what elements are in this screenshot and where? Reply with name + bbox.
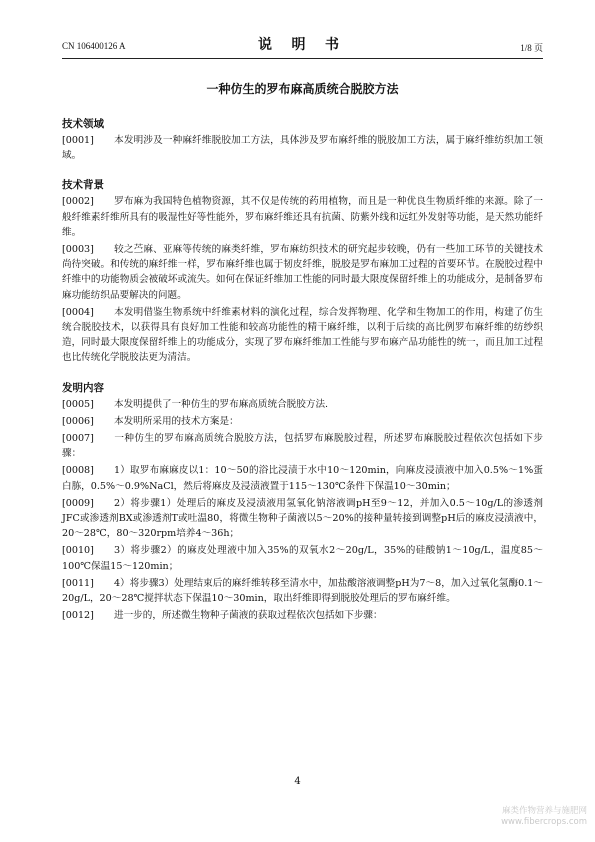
watermark-url: www.fibercrops.com	[501, 817, 587, 827]
paragraph	[62, 608, 543, 623]
section-heading-invention: 发明内容	[62, 381, 104, 394]
page-number: 4	[294, 776, 301, 787]
paragraph-number: [0009]	[62, 497, 94, 509]
paragraph	[62, 133, 543, 163]
paragraph-text: 一种仿生的罗布麻高质统合脱胶方法，包括罗布麻脱胶过程，所述罗布麻脱胶过程依次包括如下步骤：	[62, 433, 543, 460]
paragraph-number: [0007]	[62, 433, 94, 445]
paragraph-text: 3）将步骤2）的麻皮处理液中加入35%的双氧水2～20g/L，35%的硅酸钠1～10g/L，温度85～100℃保温15～120min；	[62, 545, 543, 572]
paragraph	[62, 543, 543, 573]
paragraph	[62, 463, 543, 493]
paragraph	[62, 414, 543, 429]
paragraph-number: [0001]	[62, 135, 94, 146]
paragraph-text: 进一步的，所述微生物种子菌液的获取过程依次包括如下步骤：	[114, 610, 383, 622]
watermark	[501, 806, 587, 828]
paragraph-number: [0004]	[62, 306, 94, 318]
paragraph-number: [0006]	[62, 415, 94, 427]
header-divider	[62, 58, 543, 59]
patent-number: CN 106400126 A	[62, 41, 126, 51]
paragraph	[62, 576, 543, 606]
document-body	[62, 80, 543, 625]
paragraph-text: 4）将步骤3）处理结束后的麻纤维转移至清水中，加盐酸溶液调整pH为7～8，加入过氧化氢酶0.1～20g/L，20～28℃搅拌状态下保温10～30min，取出纤维即得到脱胶处理后的罗布麻纤维。	[62, 577, 543, 605]
document-type: 说 明 书	[258, 38, 347, 53]
paragraph-number: [0002]	[62, 196, 94, 208]
paragraph-text: 本发明所采用的技术方案是：	[114, 415, 239, 427]
watermark-name: 麻类作物营养与施肥网	[501, 806, 587, 816]
paragraph-text: 本发明借鉴生物系统中纤维素材料的演化过程，综合发挥物理、化学和生物加工的作用，构建了仿生统合脱胶技术，以获得具有良好加工性能和较高功能性的精干麻纤维，以利于后续的高比例罗布麻纤维的纺纱织造，同时最大限度保留纤维上的功能成分，实现了罗布麻纤维加工性能与罗布麻产品功能性的统一，而且加工过程也比传统化学脱胶法更为清洁。	[62, 306, 543, 364]
page-info: 1/8 页	[520, 43, 543, 53]
paragraph	[62, 305, 543, 366]
paragraph	[62, 397, 543, 412]
paragraph-text: 2）将步骤1）处理后的麻皮及浸渍液用氢氧化钠溶液调pH至9～12，并加入0.5～10g/L的渗透剂JFC或渗透剂BX或渗透剂T或吐温80，将微生物种子菌液以5～20%的接种量转接到调整pH后的麻皮浸渍液中，20～28℃，80～320rpm培养4～36h；	[62, 497, 543, 540]
paragraph-text: 本发明提供了一种仿生的罗布麻高质统合脱胶方法.	[114, 398, 329, 410]
document-title: 一种仿生的罗布麻高质统合脱胶方法	[206, 82, 399, 96]
paragraph-number: [0012]	[62, 610, 94, 622]
paragraph	[62, 431, 543, 461]
paragraph-number: [0005]	[62, 398, 94, 410]
paragraph-text: 1）取罗布麻麻皮以1：10～50的浴比浸渍于水中10～120min，向麻皮浸渍液中加入0.5%～1%蛋白胨，0.5%～0.9%NaCl，然后将麻皮及浸渍液置于115～130℃条件下保温10～30min；	[62, 465, 543, 492]
page-header	[62, 34, 543, 56]
paragraph	[62, 496, 543, 542]
section-heading-tech-field: 技术领域	[62, 118, 104, 130]
paragraph	[62, 242, 543, 303]
paragraph-text: 较之苎麻、亚麻等传统的麻类纤维，罗布麻纺织技术的研究起步较晚，仍有一些加工环节的关键技术尚待突破。和传统的麻纤维一样，罗布麻纤维也属于韧皮纤维，脱胶是罗布麻加工过程的首要环节。在脱胶过程中纤维中的功能物质会被破坏或流失。如何在保证纤维加工性能的同时最大限度保留纤维上的功能成分，是制备罗布麻功能纺织品要解决的问题。	[62, 244, 543, 301]
paragraph	[62, 194, 543, 240]
paragraph-number: [0008]	[62, 465, 94, 477]
section-heading-background: 技术背景	[62, 179, 104, 192]
paragraph-text: 本发明涉及一种麻纤维脱胶加工方法，具体涉及罗布麻纤维的脱胶加工方法，属于麻纤维纺织加工领域。	[62, 135, 543, 162]
paragraph-number: [0011]	[62, 577, 94, 589]
paragraph-number: [0003]	[62, 244, 94, 256]
paragraph-number: [0010]	[62, 545, 94, 557]
paragraph-text: 罗布麻为我国特色植物资源，其不仅是传统的药用植物，而且是一种优良生物质纤维的来源。除了一般纤维素纤维所具有的吸湿性好等性能外，罗布麻纤维还具有抗菌、防紫外线和远红外发射等功能，是天然功能纤维。	[62, 196, 543, 238]
